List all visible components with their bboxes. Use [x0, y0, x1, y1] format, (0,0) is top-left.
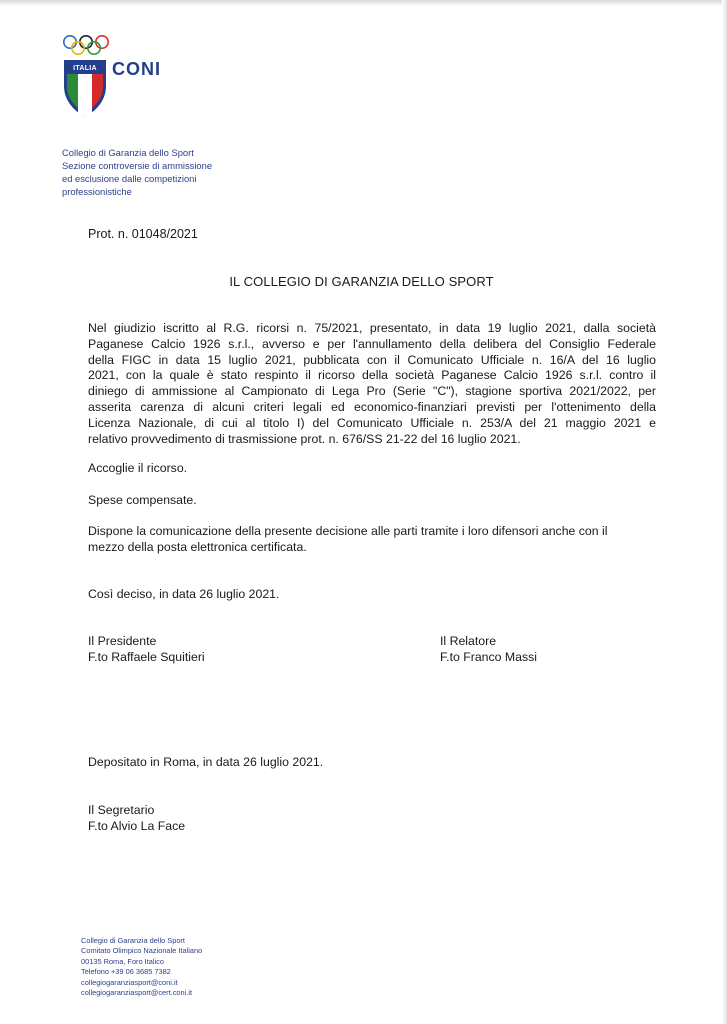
- segretario-role: Il Segretario: [88, 803, 155, 817]
- collegio-line: professionistiche: [62, 186, 132, 197]
- coni-logo: [60, 34, 180, 118]
- body-line: Paganese Calcio 1926 s.r.l., avverso e per l'annullamento della delibera del Consiglio Federale: [88, 336, 656, 351]
- relatore-signature: [440, 633, 537, 665]
- body-line: della FIGC in data 15 luglio 2021, pubblicata con il Comunicato Ufficiale n. 16/A del 16 luglio: [88, 352, 656, 367]
- footer-email-link[interactable]: collegiogaranziasport@coni.it: [81, 977, 178, 987]
- accoglie-statement: Accoglie il ricorso.: [88, 461, 188, 475]
- presidente-signature: [88, 633, 205, 665]
- depositato-statement: Depositato in Roma, in data 26 luglio 2021.: [88, 755, 324, 769]
- body-line: diniego di ammissione al Campionato di Lega Pro (Serie "C"), stagione sportiva 2021/2022, per: [88, 384, 656, 399]
- top-edge-shadow: [0, 0, 727, 6]
- decision-body-paragraph: [88, 321, 656, 447]
- protocol-number: Prot. n. 01048/2021: [88, 227, 198, 241]
- spese-statement: Spese compensate.: [88, 493, 197, 507]
- document-title: [0, 274, 727, 289]
- footer-contact-block: [81, 936, 202, 998]
- body-line: asserita carenza di alcuni criteri legali ed economico-finanziari previsti per l'ottenimento della: [88, 399, 656, 414]
- dispone-paragraph: [88, 524, 656, 556]
- relatore-role: Il Relatore: [440, 634, 497, 648]
- italia-label: ITALIA: [73, 65, 97, 72]
- body-line: 2021, con la quale è stato respinto il ricorso della società Paganese Calcio 1926 s.r.l. contro il: [88, 368, 656, 383]
- footer-line: 00135 Roma, Foro Italico: [81, 956, 164, 966]
- relatore-name: F.to Franco Massi: [440, 650, 538, 664]
- collegio-line: Collegio di Garanzia dello Sport: [62, 147, 194, 158]
- presidente-role: Il Presidente: [88, 634, 157, 648]
- collegio-line: Sezione controversie di ammissione: [62, 160, 213, 171]
- segretario-name: F.to Alvio La Face: [88, 819, 186, 833]
- olympic-rings-icon: [62, 34, 112, 58]
- right-edge-shadow: [722, 0, 727, 1024]
- deciso-statement: Così deciso, in data 26 luglio 2021.: [88, 587, 280, 601]
- collegio-header-block: [62, 146, 262, 198]
- footer-pec-email-link[interactable]: collegiogaranziasport@cert.coni.it: [81, 988, 193, 998]
- collegio-line: ed esclusione dalle competizioni: [62, 173, 197, 184]
- body-line: Nel giudizio iscritto al R.G. ricorsi n. 75/2021, presentato, in data 19 luglio 2021, dalla società: [88, 321, 656, 335]
- segretario-signature: [88, 802, 185, 834]
- dispone-line: Dispone la comunicazione della presente decisione alle parti tramite i loro difensori anche con il: [88, 524, 608, 538]
- footer-line: Collegio di Garanzia dello Sport: [81, 936, 185, 945]
- coni-brand-label: CONI: [112, 59, 161, 79]
- footer-line: Comitato Olimpico Nazionale Italiano: [81, 946, 203, 956]
- footer-line: Telefono +39 06 3685 7382: [81, 967, 171, 977]
- body-line: relativo provvedimento di trasmissione prot. n. 676/SS 21-22 del 16 luglio 2021.: [88, 431, 521, 446]
- dispone-line: mezzo della posta elettronica certificata.: [88, 539, 307, 554]
- body-line: Licenza Nazionale, di cui al titolo I) del Comunicato Ufficiale n. 253/A del 21 maggio 2021 e: [88, 415, 656, 430]
- document-title-text: IL COLLEGIO DI GARANZIA DELLO SPORT: [229, 274, 494, 289]
- presidente-name: F.to Raffaele Squitieri: [88, 650, 205, 664]
